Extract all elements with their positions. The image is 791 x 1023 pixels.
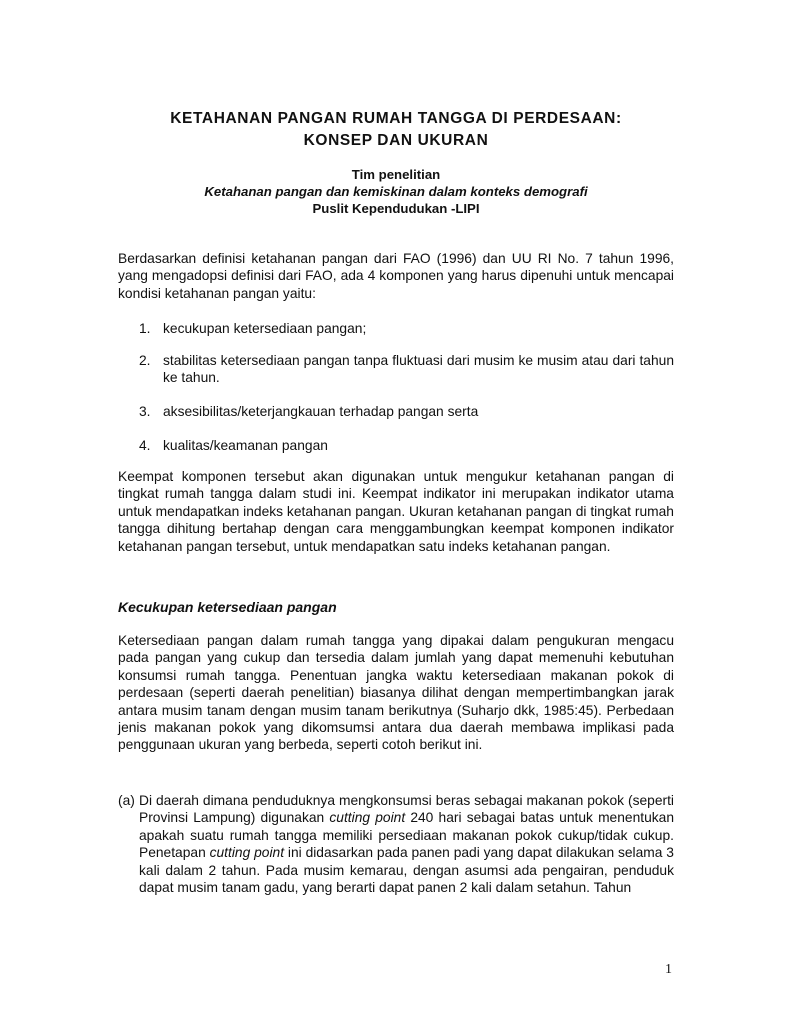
subpoint-text-part-3: ini didasarkan pada panen padi yang dapat dilakukan selama 3 kali dalam 2 tahun. Pada musim kemarau, dengan asumsi ada pengairan, penduduk dapat musim tanam gadu, yang berarti dapat panen 2 kali dalam setahun. Tahun [139,845,674,896]
components-paragraph [118,468,674,555]
list-item-number: 1. [139,321,151,336]
section-paragraph-text: Ketersediaan pangan dalam rumah tangga yang dipakai dalam pengukuran mengacu pada pangan yang cukup dan tersedia dalam jumlah yang dapat memenuhi kebutuhan konsumsi rumah tangga. Penentuan jangka waktu ketersediaan makanan pokok di perdesaan (seperti daerah penelitian) biasanya dilihat dengan mempertimbangkan jarak antara musim tanam dengan musim tanam berikutnya (Suharjo dkk, 1985:45). Perbedaan jenis makanan pokok yang dikomsumsi antara dua daerah membawa implikasi pada penggunaan ukuran yang berbeda, seperti cotoh berikut ini. [118,633,674,753]
list-item [139,320,674,337]
list-item-number: 4. [139,438,151,453]
team-label: Tim penelitian [351,167,441,182]
list-item-text: kecukupan ketersediaan pangan; [163,321,367,336]
subpoint-text-part-2: 240 hari sebagai batas untuk menentukan apakah suatu rumah tangga memiliki persediaan makanan pokok cukup/tidak cukup. Penetapan [139,810,675,861]
list-item-number: 2. [139,353,151,368]
subpoint-a [118,792,674,896]
subpoint-text [139,792,674,896]
author-block [118,166,674,217]
subpoint-text-part-1: Di daerah dimana penduduknya mengkonsumsi beras sebagai makanan pokok (seperti Provinsi Lampung) digunakan [139,793,674,826]
page-number: 1 [665,962,672,977]
list-item-text: kualitas/keamanan pangan [163,438,328,453]
title-line-2: KONSEP DAN UKURAN [303,132,489,149]
list-item-text: aksesibilitas/keterjangkauan terhadap pangan serta [163,404,479,419]
section-paragraph [118,632,674,754]
subpoint-label: (a) [118,793,135,808]
list-item-number: 3. [139,404,151,419]
list-item-text: stabilitas ketersediaan pangan tanpa fluktuasi dari musim ke musim atau dari tahun ke tahun. [163,353,674,386]
title-line-1: KETAHANAN PANGAN RUMAH TANGGA DI PERDESAAN: [170,110,622,127]
intro-paragraph-text: Berdasarkan definisi ketahanan pangan dari FAO (1996) dan UU RI No. 7 tahun 1996, yang mengadopsi definisi dari FAO, ada 4 komponen yang harus dipenuhi untuk mencapai kondisi ketahanan pangan yaitu: [118,251,674,301]
list-item [139,352,674,387]
list-item [139,437,674,454]
intro-paragraph [118,250,674,302]
subpoint-term-2: cutting point [209,845,285,861]
section-heading: Kecukupan ketersediaan pangan [118,599,337,615]
subpoint-term-1: cutting point [329,810,406,826]
components-paragraph-text: Keempat komponen tersebut akan digunakan untuk mengukur ketahanan pangan di tingkat rumah tangga dalam studi ini. Keempat indikator ini merupakan indikator utama untuk mendapatkan indeks ketahanan pangan. Ukuran ketahanan pangan di tingkat rumah tangga dihitung bertahap dengan cara menggambungkan keempat komponen indikator ketahanan pangan tersebut, untuk mendapatkan satu indeks ketahanan pangan. [118,469,674,554]
project-name: Ketahanan pangan dan kemiskinan dalam konteks demografi [204,184,588,199]
list-item [139,403,674,420]
institution-name: Puslit Kependudukan -LIPI [312,201,480,216]
document-title [118,108,674,152]
